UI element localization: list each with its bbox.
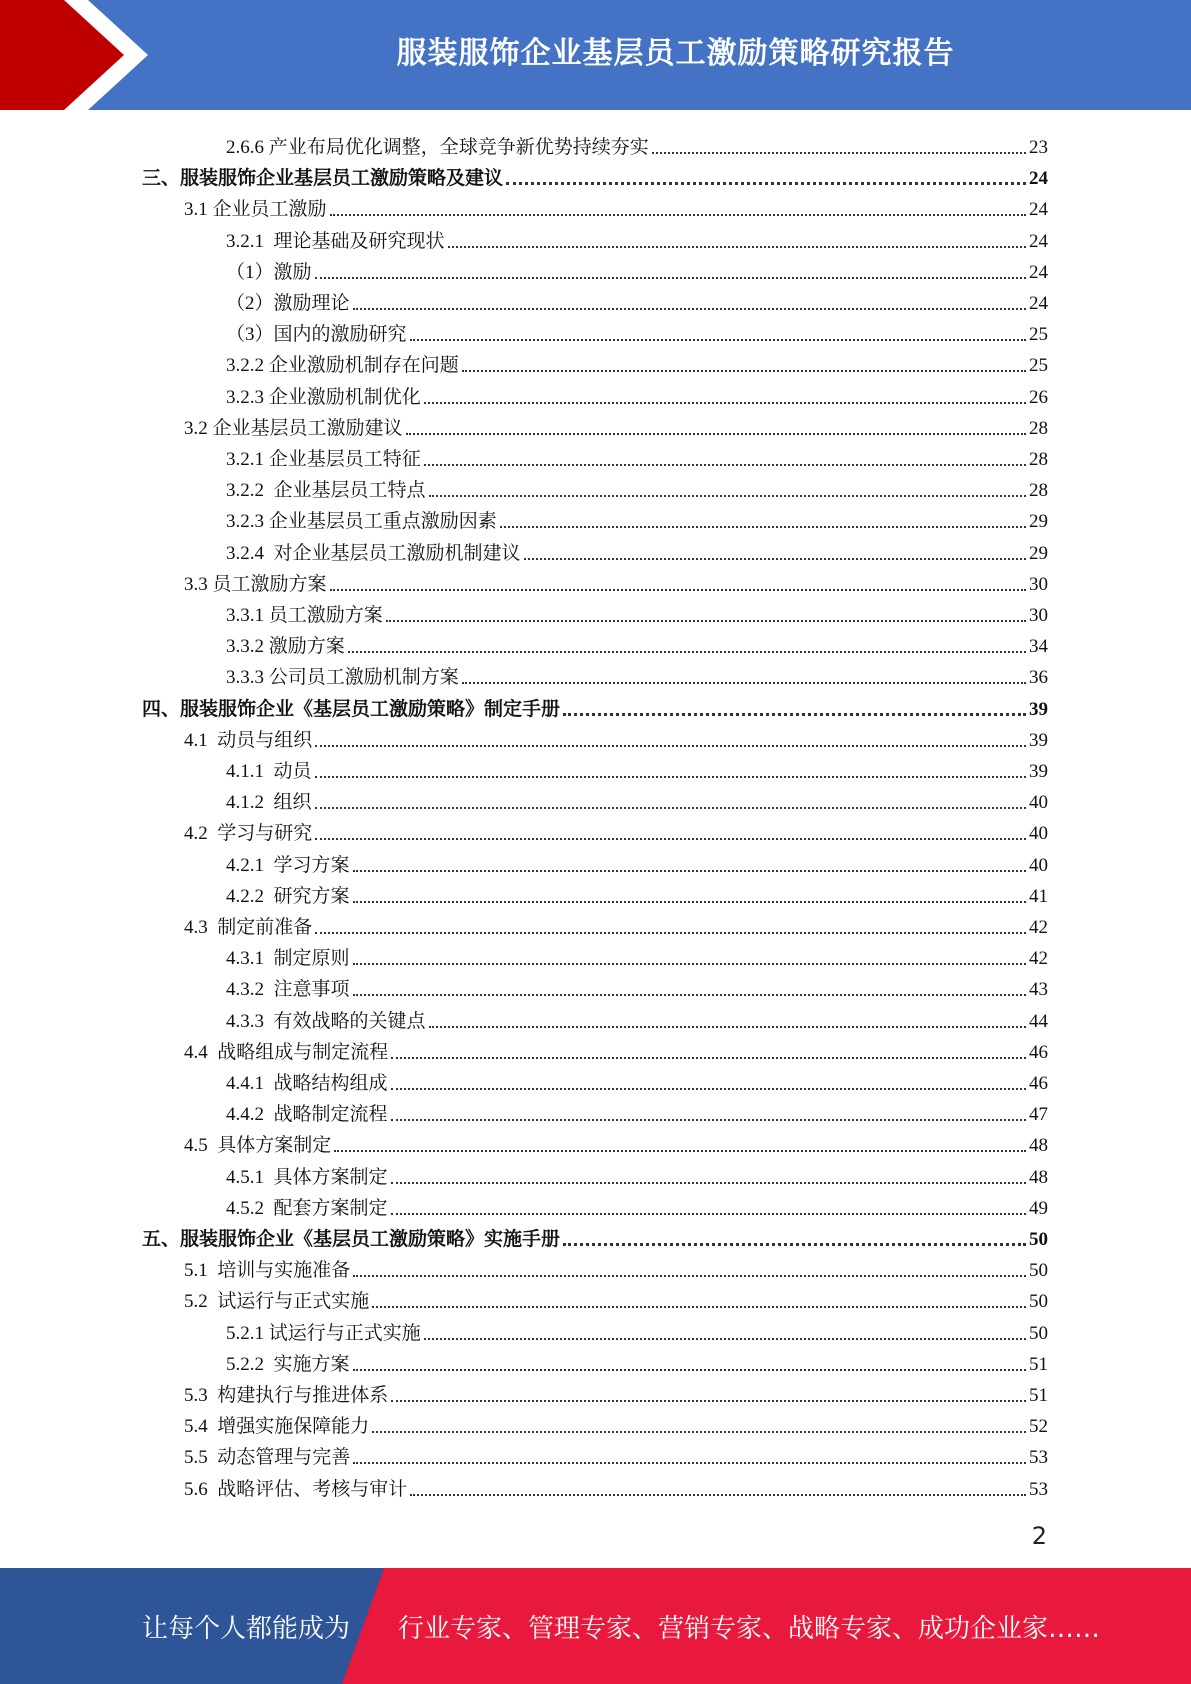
toc-leader-dots xyxy=(348,651,1026,653)
toc-entry[interactable] xyxy=(226,939,1048,970)
toc-entry-title: 5.2.2 实施方案 xyxy=(226,1354,350,1375)
toc-entry[interactable] xyxy=(184,1438,1048,1469)
toc-leader-dots xyxy=(391,1213,1026,1215)
toc-leader-dots xyxy=(424,1338,1026,1340)
toc-entry-title: 3.2.2 企业激励机制存在问题 xyxy=(226,355,459,376)
toc-entry-page: 24 xyxy=(1029,293,1048,314)
toc-entry[interactable] xyxy=(184,1407,1048,1438)
toc-entry-title: 4.5 具体方案制定 xyxy=(184,1135,332,1156)
toc-entry-title: 3.3.1 员工激励方案 xyxy=(226,605,383,626)
toc-entry-page: 51 xyxy=(1029,1385,1048,1406)
toc-entry[interactable] xyxy=(184,1126,1048,1157)
toc-entry-page: 36 xyxy=(1029,667,1048,688)
toc-entry-page: 39 xyxy=(1029,730,1048,751)
toc-entry-title: 5.2.1 试运行与正式实施 xyxy=(226,1323,421,1344)
toc-entry[interactable] xyxy=(226,596,1048,627)
toc-entry[interactable] xyxy=(142,1220,1048,1251)
toc-entry-page: 42 xyxy=(1029,948,1048,969)
toc-entry-title: 四、服装服饰企业《基层员工激励策略》制定手册 xyxy=(142,699,561,720)
toc-leader-dots xyxy=(424,402,1026,404)
toc-leader-dots xyxy=(353,963,1026,965)
toc-entry[interactable] xyxy=(226,752,1048,783)
toc-entry-page: 39 xyxy=(1029,761,1048,782)
toc-leader-dots xyxy=(315,838,1026,840)
toc-entry-title: 4.1 动员与组织 xyxy=(184,730,313,751)
toc-entry-page: 51 xyxy=(1029,1354,1048,1375)
toc-entry[interactable] xyxy=(184,1033,1048,1064)
toc-entry-title: 3.2.3 企业基层员工重点激励因素 xyxy=(226,511,497,532)
toc-leader-dots xyxy=(506,182,1026,185)
toc-entry-page: 50 xyxy=(1029,1260,1048,1281)
toc-entry-title: 5.1 培训与实施准备 xyxy=(184,1260,351,1281)
toc-entry-title: 3.2.4 对企业基层员工激励机制建议 xyxy=(226,543,521,564)
toc-entry-page: 53 xyxy=(1029,1447,1048,1468)
toc-leader-dots xyxy=(462,370,1026,372)
toc-entry-title: 3.1 企业员工激励 xyxy=(184,199,327,220)
toc-entry-title: 3.3 员工激励方案 xyxy=(184,574,327,595)
toc-entry-page: 24 xyxy=(1029,168,1048,189)
toc-entry[interactable] xyxy=(226,346,1048,377)
toc-entry-title: 3.2.1 企业基层员工特征 xyxy=(226,449,421,470)
toc-entry-title: 五、服装服饰企业《基层员工激励策略》实施手册 xyxy=(142,1229,561,1250)
toc-leader-dots xyxy=(353,1462,1026,1464)
toc-entry-title: （3）国内的激励研究 xyxy=(226,324,407,345)
toc-entry[interactable] xyxy=(184,814,1048,845)
toc-entry[interactable] xyxy=(226,378,1048,409)
toc-leader-dots xyxy=(315,745,1026,747)
toc-leader-dots xyxy=(315,776,1026,778)
toc-entry-title: 4.2.1 学习方案 xyxy=(226,855,350,876)
toc-entry-page: 25 xyxy=(1029,324,1048,345)
toc-entry-page: 48 xyxy=(1029,1167,1048,1188)
toc-entry-page: 50 xyxy=(1029,1291,1048,1312)
toc-entry-title: 4.1.1 动员 xyxy=(226,761,312,782)
toc-entry-page: 30 xyxy=(1029,605,1048,626)
toc-entry[interactable] xyxy=(226,658,1048,689)
toc-leader-dots xyxy=(353,994,1026,996)
page-footer xyxy=(0,1568,1191,1684)
toc-leader-dots xyxy=(315,932,1026,934)
toc-entry[interactable] xyxy=(184,1251,1048,1282)
toc-entry-title: 4.4.1 战略结构组成 xyxy=(226,1073,388,1094)
toc-entry-page: 49 xyxy=(1029,1198,1048,1219)
footer-slogan-left: 让每个人都能成为 xyxy=(142,1613,351,1644)
toc-leader-dots xyxy=(315,277,1026,279)
toc-entry-title: 3.2.1 理论基础及研究现状 xyxy=(226,231,445,252)
toc-entry-title: 3.2.3 企业激励机制优化 xyxy=(226,387,421,408)
toc-entry[interactable] xyxy=(142,690,1048,721)
toc-leader-dots xyxy=(372,1306,1026,1308)
toc-entry-page: 39 xyxy=(1029,699,1048,720)
toc-entry-page: 52 xyxy=(1029,1416,1048,1437)
toc-entry[interactable] xyxy=(226,471,1048,502)
toc-entry-title: 4.2.2 研究方案 xyxy=(226,886,350,907)
toc-entry-page: 47 xyxy=(1029,1104,1048,1125)
toc-entry[interactable] xyxy=(142,159,1048,190)
toc-leader-dots xyxy=(500,526,1026,528)
toc-entry[interactable] xyxy=(226,440,1048,471)
toc-entry-page: 50 xyxy=(1029,1323,1048,1344)
toc-entry[interactable] xyxy=(226,1158,1048,1189)
toc-entry[interactable] xyxy=(226,128,1048,159)
toc-entry-title: 5.5 动态管理与完善 xyxy=(184,1447,351,1468)
toc-entry-title: 三、服装服饰企业基层员工激励策略及建议 xyxy=(142,168,504,189)
toc-leader-dots xyxy=(330,589,1026,591)
toc-entry-page: 40 xyxy=(1029,792,1048,813)
toc-leader-dots xyxy=(391,1182,1026,1184)
toc-entry-title: 2.6.6 产业布局优化调整，全球竞争新优势持续夯实 xyxy=(226,137,649,158)
toc-entry-page: 23 xyxy=(1029,137,1048,158)
toc-entry[interactable] xyxy=(226,1095,1048,1126)
header-arrow-decoration xyxy=(0,0,160,110)
document-title: 服装服饰企业基层员工激励策略研究报告 xyxy=(396,36,955,71)
toc-entry[interactable] xyxy=(226,1002,1048,1033)
toc-entry[interactable] xyxy=(226,877,1048,908)
toc-entry-page: 50 xyxy=(1029,1229,1048,1250)
toc-entry-page: 28 xyxy=(1029,418,1048,439)
toc-entry[interactable] xyxy=(226,1189,1048,1220)
toc-leader-dots xyxy=(563,1243,1026,1246)
toc-entry-page: 29 xyxy=(1029,543,1048,564)
toc-entry[interactable] xyxy=(226,315,1048,346)
toc-entry-title: （1）激励 xyxy=(226,262,312,283)
toc-entry-page: 30 xyxy=(1029,574,1048,595)
toc-leader-dots xyxy=(386,620,1026,622)
toc-entry-title: 4.3 制定前准备 xyxy=(184,917,313,938)
toc-entry-page: 46 xyxy=(1029,1042,1048,1063)
toc-entry-page: 25 xyxy=(1029,355,1048,376)
footer-slogan-right: 行业专家、管理专家、营销专家、战略专家、成功企业家…… xyxy=(398,1613,1101,1644)
toc-entry-title: 4.5.1 具体方案制定 xyxy=(226,1167,388,1188)
toc-entry-title: 4.3.1 制定原则 xyxy=(226,948,350,969)
toc-entry[interactable] xyxy=(226,970,1048,1001)
toc-entry[interactable] xyxy=(184,409,1048,440)
toc-entry-page: 41 xyxy=(1029,886,1048,907)
toc-leader-dots xyxy=(424,464,1026,466)
toc-entry[interactable] xyxy=(226,1064,1048,1095)
toc-entry-page: 46 xyxy=(1029,1073,1048,1094)
toc-entry-page: 28 xyxy=(1029,449,1048,470)
toc-leader-dots xyxy=(353,901,1026,903)
toc-leader-dots xyxy=(353,308,1026,310)
toc-entry-page: 42 xyxy=(1029,917,1048,938)
toc-entry-title: 3.3.3 公司员工激励机制方案 xyxy=(226,667,459,688)
toc-entry-title: 5.6 战略评估、考核与审计 xyxy=(184,1479,408,1500)
toc-leader-dots xyxy=(391,1057,1026,1059)
toc-entry[interactable] xyxy=(226,846,1048,877)
toc-leader-dots xyxy=(353,870,1026,872)
toc-leader-dots xyxy=(391,1119,1026,1121)
toc-entry[interactable] xyxy=(226,253,1048,284)
toc-entry-title: （2）激励理论 xyxy=(226,293,350,314)
toc-entry[interactable] xyxy=(226,1345,1048,1376)
toc-entry[interactable] xyxy=(226,534,1048,565)
toc-leader-dots xyxy=(391,1400,1026,1402)
toc-entry[interactable] xyxy=(226,222,1048,253)
toc-entry-page: 44 xyxy=(1029,1011,1048,1032)
toc-entry-page: 34 xyxy=(1029,636,1048,657)
toc-entry-page: 48 xyxy=(1029,1135,1048,1156)
toc-entry-title: 4.5.2 配套方案制定 xyxy=(226,1198,388,1219)
toc-leader-dots xyxy=(353,1275,1026,1277)
toc-leader-dots xyxy=(353,1369,1026,1371)
toc-leader-dots xyxy=(652,152,1026,154)
toc-entry-page: 26 xyxy=(1029,387,1048,408)
toc-leader-dots xyxy=(410,339,1026,341)
toc-entry[interactable] xyxy=(226,502,1048,533)
toc-leader-dots xyxy=(429,495,1026,497)
toc-entry-title: 3.2.2 企业基层员工特点 xyxy=(226,480,426,501)
toc-entry-page: 28 xyxy=(1029,480,1048,501)
toc-entry-title: 5.4 增强实施保障能力 xyxy=(184,1416,370,1437)
toc-entry-title: 4.2 学习与研究 xyxy=(184,823,313,844)
toc-entry-title: 4.3.3 有效战略的关键点 xyxy=(226,1011,426,1032)
toc-entry-title: 3.3.2 激励方案 xyxy=(226,636,345,657)
toc-leader-dots xyxy=(391,1088,1026,1090)
toc-entry-page: 24 xyxy=(1029,262,1048,283)
toc-entry[interactable] xyxy=(184,565,1048,596)
toc-entry[interactable] xyxy=(184,1470,1048,1501)
toc-entry-title: 4.3.2 注意事项 xyxy=(226,979,350,1000)
toc-entry-title: 5.3 构建执行与推进体系 xyxy=(184,1385,389,1406)
toc-entry[interactable] xyxy=(226,783,1048,814)
toc-entry-page: 43 xyxy=(1029,979,1048,1000)
toc-leader-dots xyxy=(334,1150,1026,1152)
toc-leader-dots xyxy=(330,214,1026,216)
page-header xyxy=(0,0,1191,110)
toc-entry[interactable] xyxy=(226,1314,1048,1345)
toc-leader-dots xyxy=(410,1494,1026,1496)
toc-entry[interactable] xyxy=(184,1376,1048,1407)
page-number: 2 xyxy=(1031,1522,1047,1550)
toc-entry-page: 24 xyxy=(1029,231,1048,252)
toc-leader-dots xyxy=(372,1431,1026,1433)
toc-entry[interactable] xyxy=(226,627,1048,658)
toc-entry-title: 5.2 试运行与正式实施 xyxy=(184,1291,370,1312)
toc-entry-page: 40 xyxy=(1029,823,1048,844)
toc-entry[interactable] xyxy=(226,284,1048,315)
toc-entry-title: 4.4.2 战略制定流程 xyxy=(226,1104,388,1125)
toc-leader-dots xyxy=(563,713,1026,716)
toc-leader-dots xyxy=(462,682,1026,684)
toc-leader-dots xyxy=(429,1026,1026,1028)
toc-entry-page: 29 xyxy=(1029,511,1048,532)
toc-leader-dots xyxy=(524,558,1026,560)
toc-entry-page: 24 xyxy=(1029,199,1048,220)
toc-entry[interactable] xyxy=(184,908,1048,939)
toc-leader-dots xyxy=(406,433,1026,435)
toc-entry-title: 4.4 战略组成与制定流程 xyxy=(184,1042,389,1063)
toc-entry[interactable] xyxy=(184,721,1048,752)
toc-entry[interactable] xyxy=(184,190,1048,221)
toc-leader-dots xyxy=(315,807,1026,809)
toc-entry-title: 3.2 企业基层员工激励建议 xyxy=(184,418,403,439)
toc-entry[interactable] xyxy=(184,1282,1048,1313)
toc-leader-dots xyxy=(448,246,1026,248)
toc-entry-title: 4.1.2 组织 xyxy=(226,792,312,813)
toc-entry-page: 53 xyxy=(1029,1479,1048,1500)
toc-entry-page: 40 xyxy=(1029,855,1048,876)
